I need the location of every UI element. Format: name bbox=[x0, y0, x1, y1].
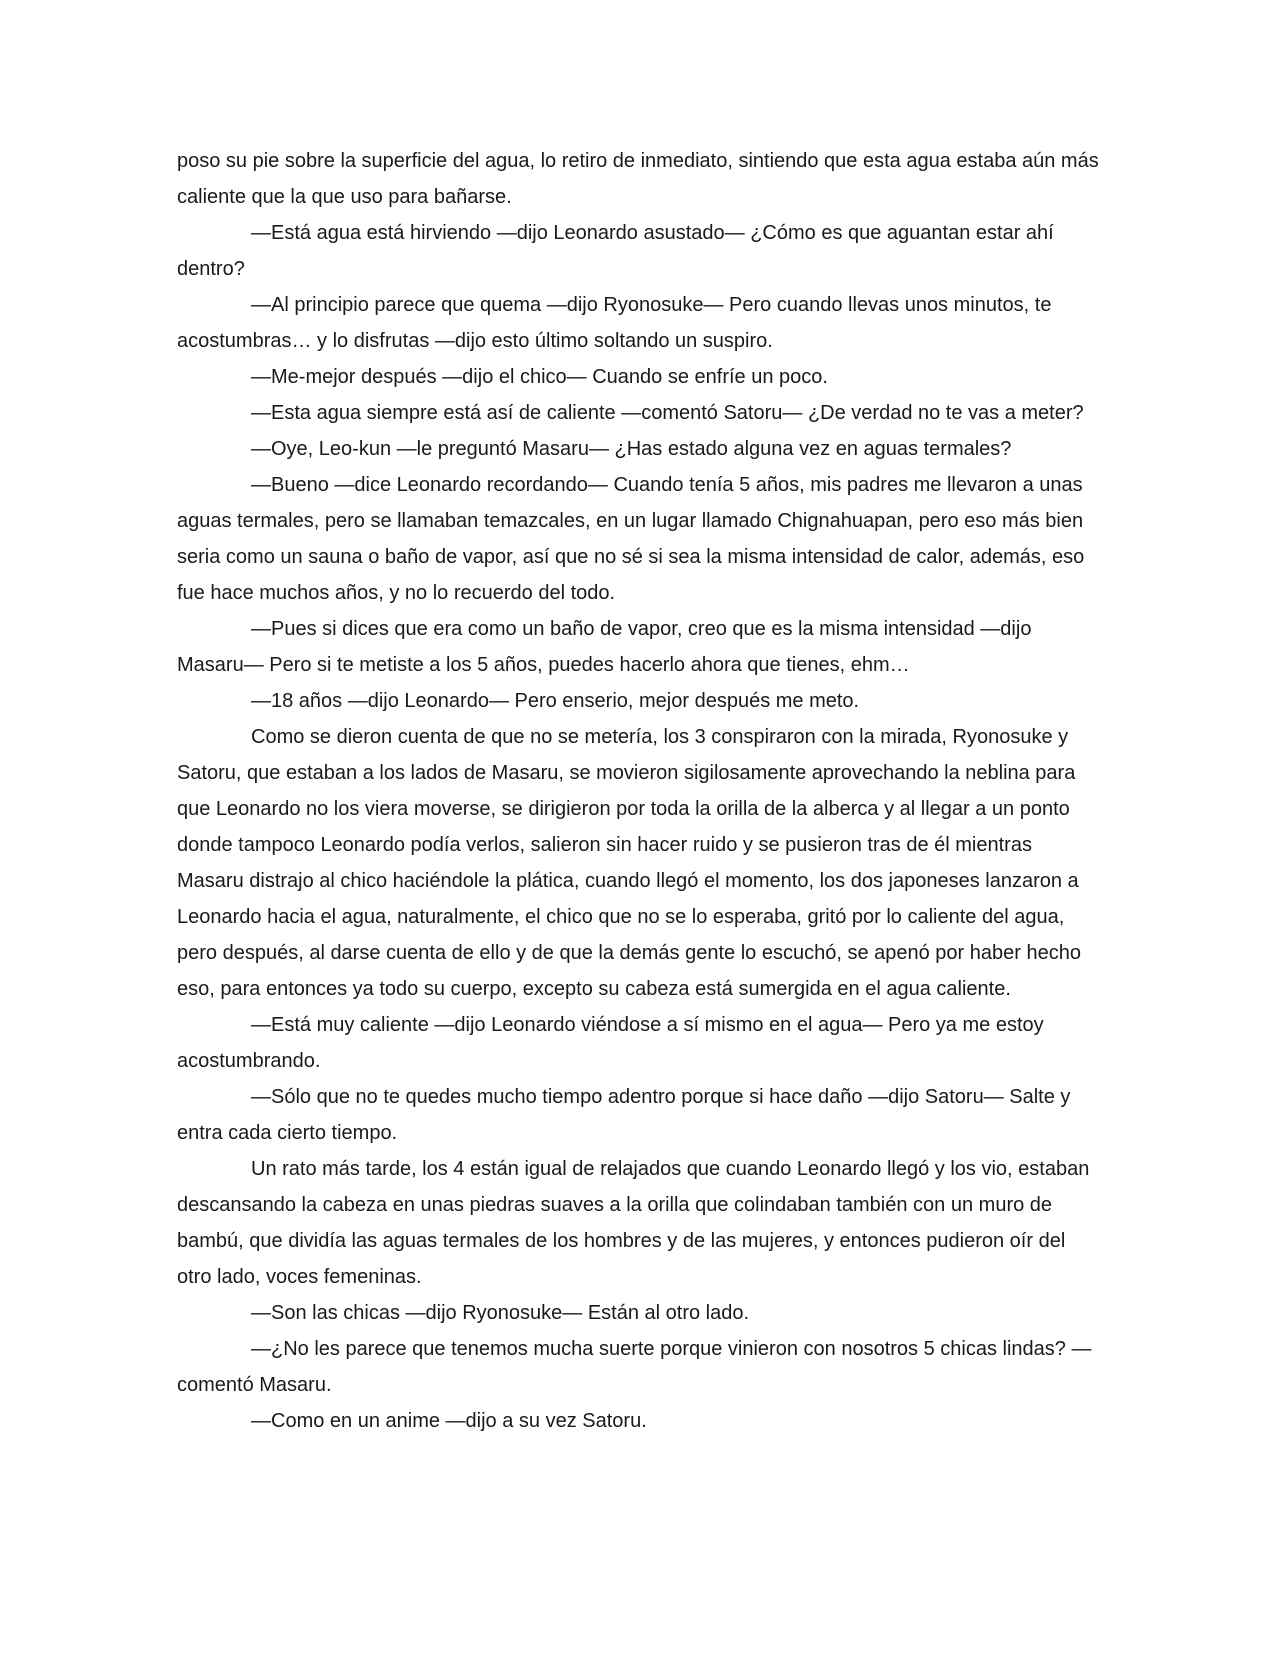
paragraph: —18 años —dijo Leonardo— Pero enserio, mejor después me meto. bbox=[251, 690, 860, 712]
paragraph: Un rato más tarde, los 4 están igual de relajados que cuando Leonardo llegó y los vio, estaban descansando la cabeza en unas piedras suaves a la orilla que colindaban también con un muro de bambú, que dividía las aguas termales de los hombres y de las mujeres, y entonces pudieron oír del otro lado, voces femeninas. bbox=[177, 1158, 1090, 1288]
paragraph: —Son las chicas —dijo Ryonosuke— Están al otro lado. bbox=[251, 1302, 750, 1324]
paragraph: —Sólo que no te quedes mucho tiempo adentro porque si hace daño —dijo Satoru— Salte y entra cada cierto tiempo. bbox=[177, 1086, 1071, 1144]
paragraph: —Al principio parece que quema —dijo Ryonosuke— Pero cuando llevas unos minutos, te acostumbras… y lo disfrutas —dijo esto último soltando un suspiro. bbox=[177, 294, 1052, 352]
paragraph: —Me-mejor después —dijo el chico— Cuando se enfríe un poco. bbox=[251, 366, 828, 388]
paragraph: —¿No les parece que tenemos mucha suerte porque vinieron con nosotros 5 chicas lindas? —comentó Masaru. bbox=[177, 1338, 1092, 1396]
body-text bbox=[177, 143, 1102, 1439]
paragraph: poso su pie sobre la superficie del agua, lo retiro de inmediato, sintiendo que esta agua estaba aún más caliente que la que uso para bañarse. bbox=[177, 150, 1099, 208]
paragraph: —Pues si dices que era como un baño de vapor, creo que es la misma intensidad —dijo Masaru— Pero si te metiste a los 5 años, puedes hacerlo ahora que tienes, ehm… bbox=[177, 618, 1032, 676]
paragraph: —Está muy caliente —dijo Leonardo viéndose a sí mismo en el agua— Pero ya me estoy acostumbrando. bbox=[177, 1014, 1044, 1072]
paragraph: —Está agua está hirviendo —dijo Leonardo asustado— ¿Cómo es que aguantan estar ahí dentro? bbox=[177, 222, 1054, 280]
paragraph: —Como en un anime —dijo a su vez Satoru. bbox=[251, 1410, 647, 1432]
paragraph: Como se dieron cuenta de que no se metería, los 3 conspiraron con la mirada, Ryonosuke y Satoru, que estaban a los lados de Masaru, se movieron sigilosamente aprovechando la neblina para que Leonardo no los viera moverse, se dirigieron por toda la orilla de la alberca y al llegar a un ponto donde tampoco Leonardo podía verlos, salieron sin hacer ruido y se pusieron tras de él mientras Masaru distrajo al chico haciéndole la plática, cuando llegó el momento, los dos japoneses lanzaron a Leonardo hacia el agua, naturalmente, el chico que no se lo esperaba, gritó por lo caliente del agua, pero después, al darse cuenta de ello y de que la demás gente lo escuchó, se apenó por haber hecho eso, para entonces ya todo su cuerpo, excepto su cabeza está sumergida en el agua caliente. bbox=[177, 726, 1081, 1000]
paragraph: —Esta agua siempre está así de caliente —comentó Satoru— ¿De verdad no te vas a meter? bbox=[251, 402, 1084, 424]
paragraph: —Oye, Leo-kun —le preguntó Masaru— ¿Has estado alguna vez en aguas termales? bbox=[251, 438, 1012, 460]
paragraph: —Bueno —dice Leonardo recordando— Cuando tenía 5 años, mis padres me llevaron a unas aguas termales, pero se llamaban temazcales, en un lugar llamado Chignahuapan, pero eso más bien seria como un sauna o baño de vapor, así que no sé si sea la misma intensidad de calor, además, eso fue hace muchos años, y no lo recuerdo del todo. bbox=[177, 474, 1085, 604]
